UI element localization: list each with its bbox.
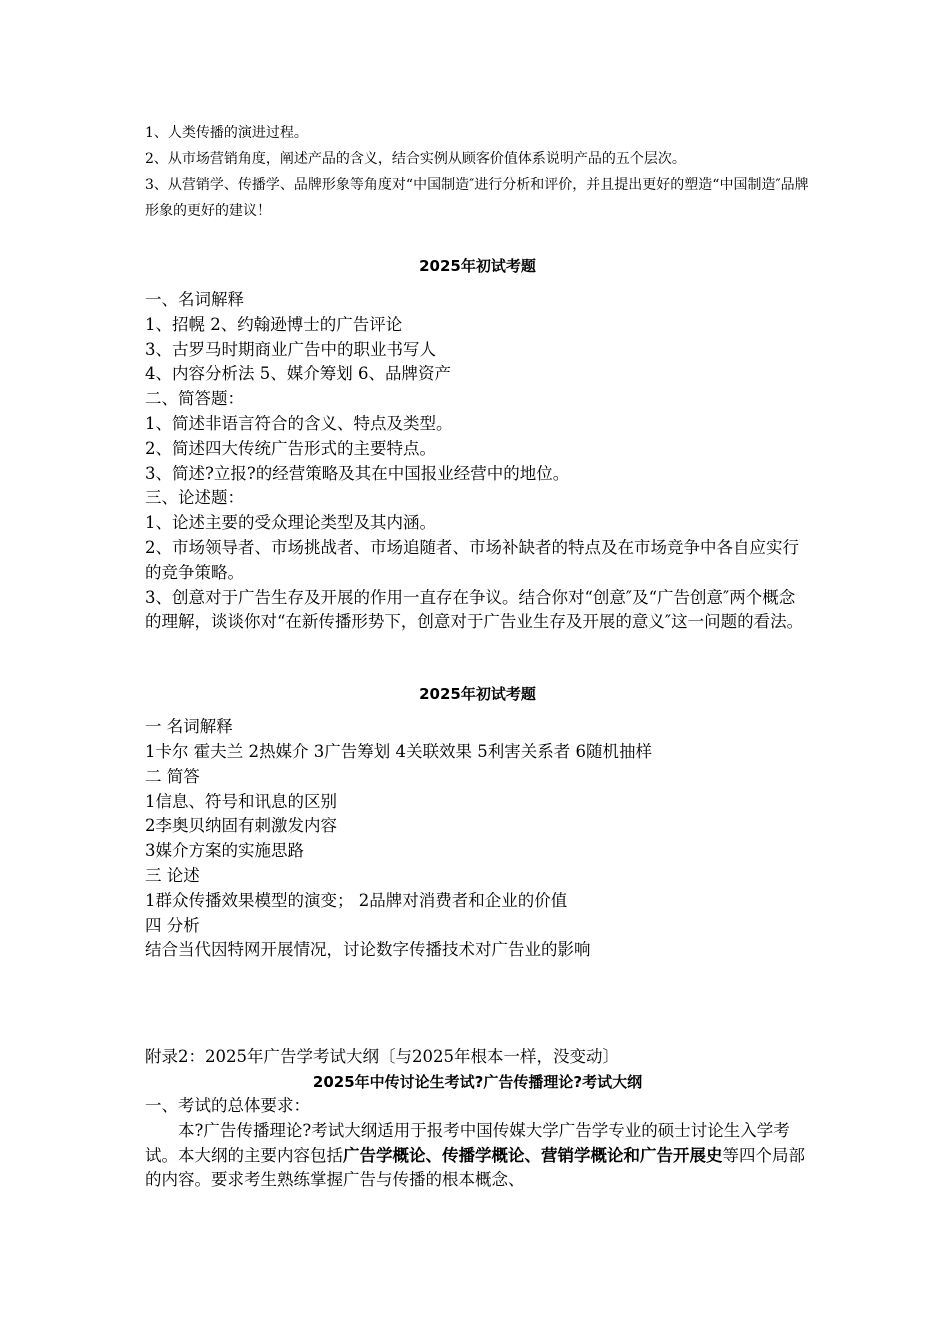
- exam-2-line: 结合当代因特网开展情况，讨论数字传播技术对广告业的影响: [145, 940, 591, 960]
- exam-2-line: 3媒介方案的实施思路: [145, 841, 304, 861]
- document-page: [145, 120, 810, 1193]
- exam-1-line: 一、名词解释: [145, 290, 244, 309]
- paragraph-bold-subjects: 广告学概论、传播学概论、营销学概论和广告开展史: [343, 1145, 723, 1165]
- exam-1-line: 二、简答题：: [145, 389, 244, 409]
- exam-1-line: 2、简述四大传统广告形式的主要特点。: [145, 438, 436, 458]
- exam-2-line: 1信息、符号和讯息的区别: [145, 791, 337, 811]
- exam-section-1: [145, 244, 810, 635]
- exam-1-line: 2、市场领导者、市场挑战者、市场追随者、市场补缺者的特点及在市场竞争中各自应实行的竞争策略。: [145, 537, 799, 582]
- appendix-heading: 附录2：2025年广告学考试大纲〔与2025年根本一样，没变动〕: [145, 1047, 619, 1067]
- intro-question-2: 2、从市场营销角度，阐述产品的含义，结合实例从顾客价值体系说明产品的五个层次。: [145, 151, 686, 167]
- exam-2-line: 1群众传播效果模型的演变； 2品牌对消费者和企业的价值: [145, 890, 568, 910]
- exam-1-line: 3、简述?立报?的经营策略及其在中国报业经营中的地位。: [145, 463, 570, 483]
- exam-2-line: 2李奥贝纳固有刺激发内容: [145, 816, 337, 836]
- exam-2-line: 一 名词解释: [145, 717, 233, 737]
- appendix-section: [145, 1045, 810, 1193]
- exam-2-line: 四 分析: [145, 915, 200, 935]
- exam-1-line: 3、创意对于广告生存及开展的作用一直存在争议。结合你对“创意″及“广告创意″两个概念的理解，谈谈你对“在新传播形势下，创意对于广告业生存及开展的意义″这一问题的看法。: [145, 587, 804, 632]
- intro-questions: [145, 120, 810, 224]
- exam-1-line: 三、论述题：: [145, 488, 244, 508]
- requirements-heading: 一、考试的总体要求：: [145, 1095, 310, 1115]
- paragraph-text-start: 本?广告传播理论?考试大纲适用于报考中国传媒大学广告学专业的硕士讨论生入学考试。本大纲的主要内容包括: [145, 1120, 790, 1165]
- intro-question-1: 1、人类传播的演进过程。: [145, 125, 308, 141]
- exam-1-line: 4、内容分析法 5、媒介筹划 6、品牌资产: [145, 364, 451, 384]
- paragraph-text-end: 等四个局部的内容。要求考生熟练掌握广告与传播的根本概念、: [145, 1145, 805, 1190]
- exam-1-line: 1、招幌 2、约翰逊博士的广告评论: [145, 314, 403, 334]
- exam-2-line: 1卡尔 霍夫兰 2热媒介 3广告筹划 4关联效果 5利害关系者 6随机抽样: [145, 741, 652, 761]
- exam-1-line: 3、古罗马时期商业广告中的职业书写人: [145, 339, 436, 359]
- syllabus-title: 2025年中传讨论生考试?广告传播理论?考试大纲: [312, 1072, 643, 1091]
- requirements-paragraph: [145, 1119, 810, 1193]
- exam-1-title: 2025年初试考题: [419, 257, 536, 275]
- exam-1-line: 1、简述非语言符合的含义、特点及类型。: [145, 413, 453, 433]
- exam-1-line: 1、论述主要的受众理论类型及其内涵。: [145, 513, 436, 533]
- exam-2-line: 二 简答: [145, 766, 200, 786]
- exam-2-line: 三 论述: [145, 865, 200, 885]
- intro-question-3: 3、从营销学、传播学、品牌形象等角度对“中国制造″进行分析和评价，并且提出更好的塑造“中国制造″品牌形象的更好的建议！: [145, 177, 809, 219]
- exam-section-2: [145, 673, 810, 963]
- exam-2-title: 2025年初试考题: [419, 685, 536, 704]
